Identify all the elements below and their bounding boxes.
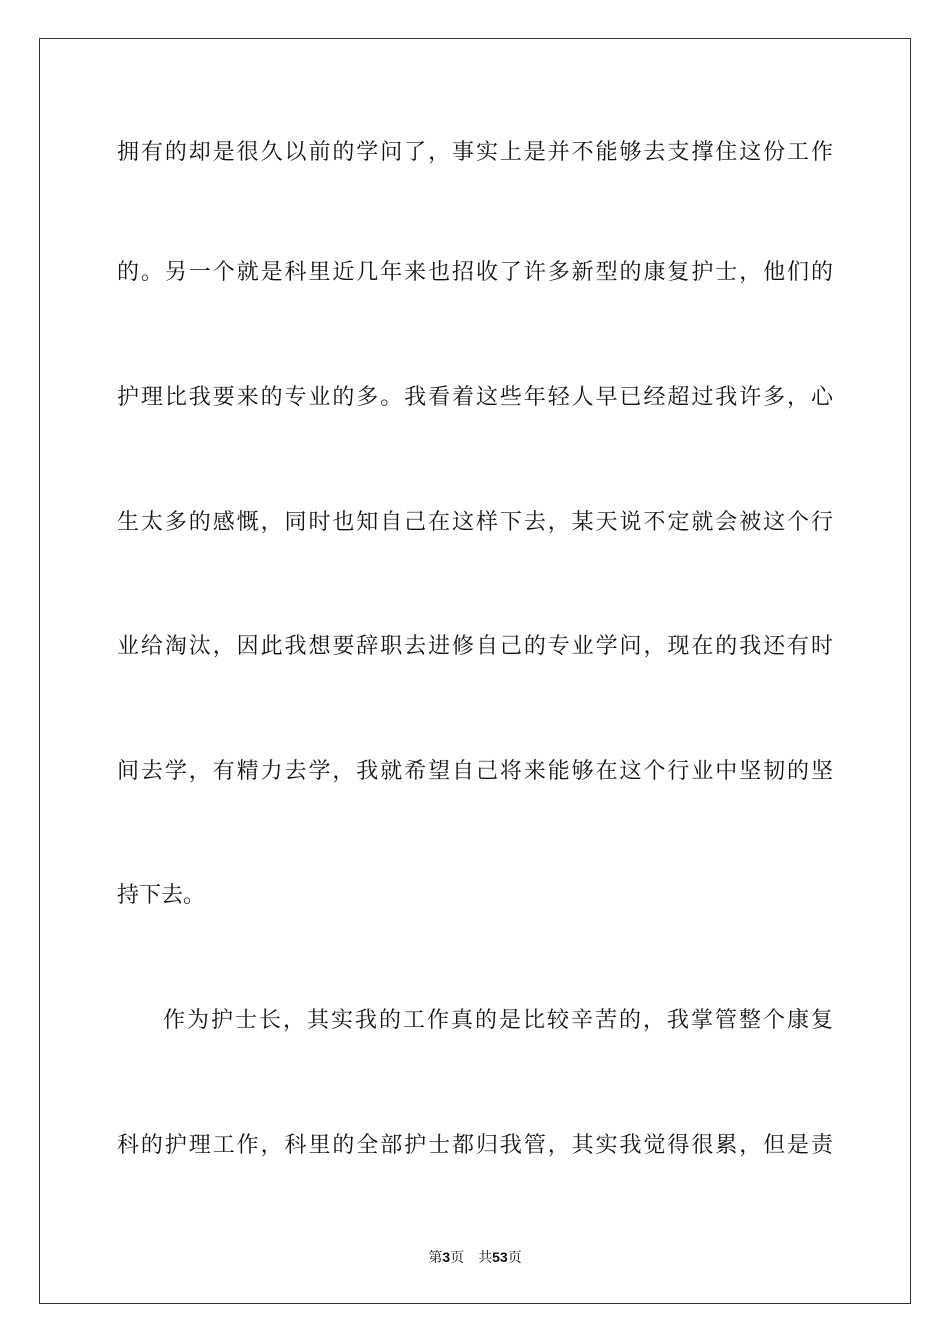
page-footer <box>0 1247 950 1268</box>
body-text-line-2: 的。另一个就是科里近几年来也招收了许多新型的康复护士，他们的 <box>117 260 833 285</box>
body-text-line-5: 业给淘汰，因此我想要辞职去进修自己的专业学问，现在的我还有时 <box>117 634 833 659</box>
page-border <box>39 38 911 1304</box>
page-number: 3 <box>442 1249 451 1265</box>
total-suffix: 页 <box>507 1250 522 1266</box>
total-pages: 53 <box>492 1249 508 1265</box>
page-suffix: 页 <box>450 1250 465 1266</box>
body-text-line-4: 生太多的感慨，同时也知自己在这样下去，某天说不定就会被这个行 <box>117 510 833 535</box>
body-text-line-6: 间去学，有精力去学，我就希望自己将来能够在这个行业中坚韧的坚 <box>117 759 833 784</box>
body-text-line-3: 护理比我要来的专业的多。我看着这些年轻人早已经超过我许多，心 <box>117 385 833 410</box>
body-text-line-1: 拥有的却是很久以前的学问了，事实上是并不能够去支撑住这份工作 <box>117 140 833 165</box>
body-text-line-7: 持下去。 <box>117 883 206 908</box>
paragraph-2-line-2: 科的护理工作，科里的全部护士都归我管，其实我觉得很累，但是责 <box>117 1133 833 1158</box>
total-prefix: 共 <box>478 1250 493 1266</box>
page-prefix: 第 <box>428 1250 443 1266</box>
paragraph-2-line-1: 作为护士长，其实我的工作真的是比较辛苦的，我掌管整个康复 <box>163 1008 833 1033</box>
